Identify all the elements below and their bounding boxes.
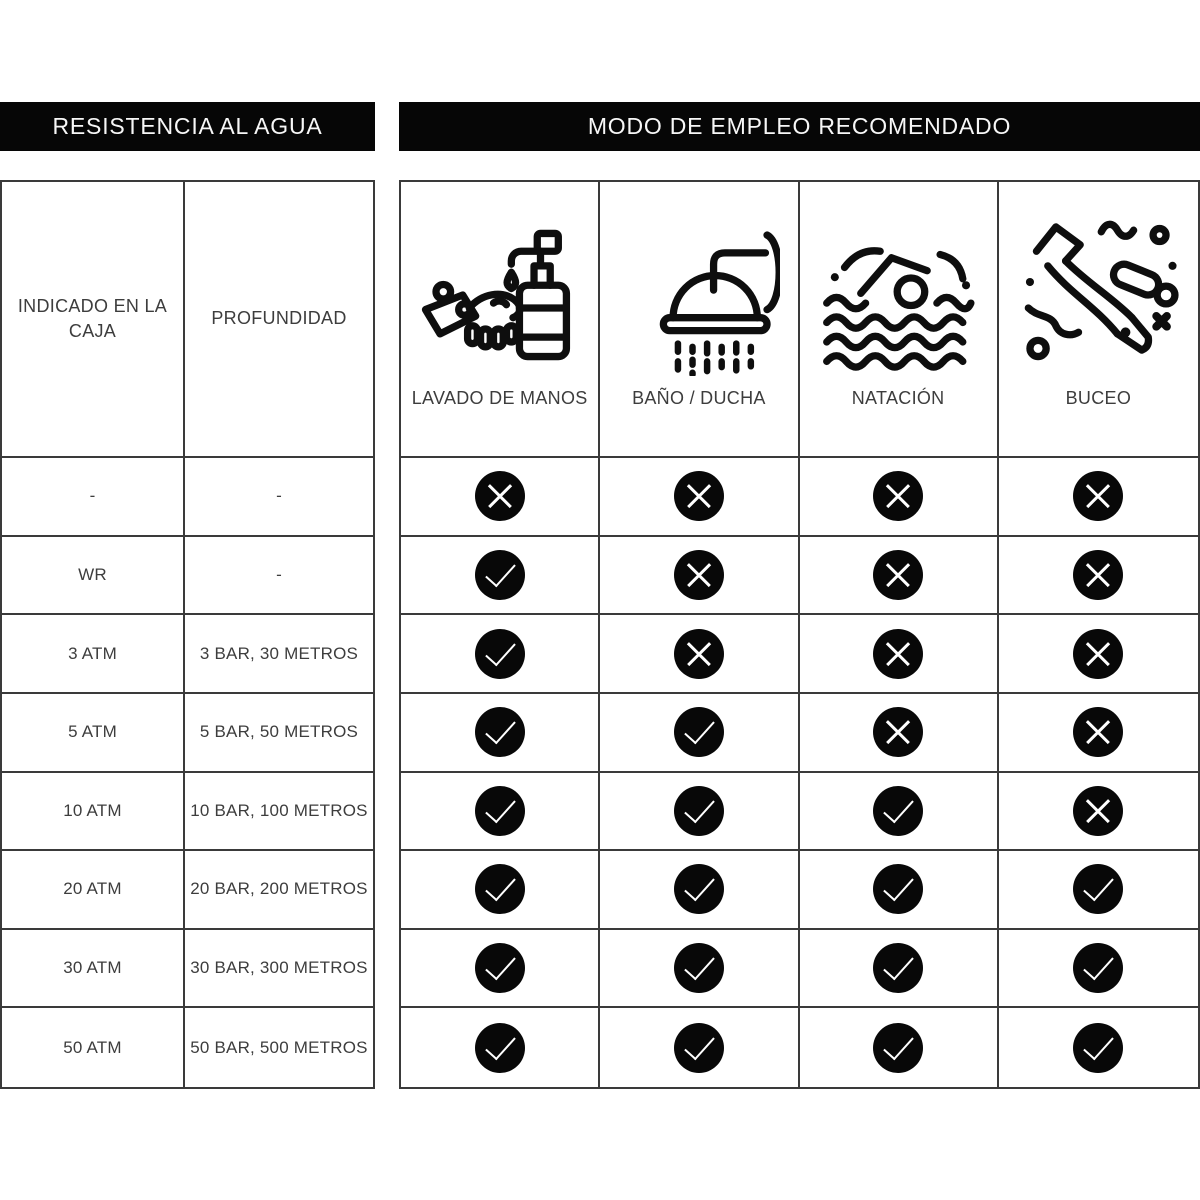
cell-profundidad-row4 (185, 773, 373, 852)
cell-profundidad-row3 (185, 694, 373, 773)
cell-indicado-row0 (2, 458, 185, 537)
cross-mark (674, 629, 724, 679)
activity-header-bano-ducha (600, 182, 799, 458)
check-mark (1073, 864, 1123, 914)
cross-mark (1073, 629, 1123, 679)
check-mark (873, 1023, 923, 1073)
usage-cell (401, 851, 600, 930)
indicado-value: 10 ATM (63, 800, 122, 820)
usage-cell (600, 615, 799, 694)
usage-cell (401, 694, 600, 773)
activity-label: BAÑO / DUCHA (632, 388, 766, 408)
cell-indicado-row3 (2, 694, 185, 773)
usage-cell (800, 694, 999, 773)
activity-label: BUCEO (1065, 388, 1132, 408)
indicado-value: 20 ATM (63, 879, 122, 899)
cell-indicado-row2 (2, 615, 185, 694)
usage-table (399, 180, 1200, 1089)
usage-cell (600, 537, 799, 616)
cross-mark (1073, 471, 1123, 521)
profundidad-value: 10 BAR, 100 METROS (190, 800, 368, 820)
column-header-profundidad (185, 182, 373, 458)
profundidad-value: 5 BAR, 50 METROS (199, 722, 359, 742)
check-mark (475, 707, 525, 757)
profundidad-value: 3 BAR, 30 METROS (199, 643, 359, 663)
activity-header-buceo (999, 182, 1198, 458)
usage-cell (401, 1008, 600, 1087)
check-mark (674, 864, 724, 914)
usage-cell (800, 537, 999, 616)
handwash-icon (419, 214, 581, 376)
diving-icon (1017, 214, 1179, 376)
usage-cell (999, 458, 1198, 537)
activity-label: NATACIÓN (851, 388, 945, 408)
check-mark (674, 943, 724, 993)
cell-indicado-row5 (2, 851, 185, 930)
profundidad-value: - (276, 486, 282, 506)
usage-cell (600, 851, 799, 930)
usage-cell (800, 1008, 999, 1087)
check-mark (475, 629, 525, 679)
cell-indicado-row4 (2, 773, 185, 852)
cell-profundidad-row2 (185, 615, 373, 694)
check-mark (475, 550, 525, 600)
cross-mark (1073, 550, 1123, 600)
usage-cell (999, 851, 1198, 930)
swimming-icon (817, 214, 979, 376)
cross-mark (1073, 707, 1123, 757)
activity-header-natacion (800, 182, 999, 458)
right-section-title: MODO DE EMPLEO RECOMENDADO (587, 113, 1012, 139)
cross-mark (873, 707, 923, 757)
activity-header-lavado-de-manos (401, 182, 600, 458)
cell-indicado-row7 (2, 1008, 185, 1087)
water-resistance-table (0, 180, 375, 1089)
check-mark (1073, 1023, 1123, 1073)
indicado-value: 50 ATM (63, 1037, 122, 1057)
column-header-indicado (2, 182, 185, 458)
column-header-indicado-label: INDICADO EN LA CAJA (17, 295, 168, 341)
indicado-value: 5 ATM (68, 722, 117, 742)
usage-cell (999, 773, 1198, 852)
usage-cell (999, 537, 1198, 616)
check-mark (873, 786, 923, 836)
check-mark (674, 786, 724, 836)
cell-profundidad-row0 (185, 458, 373, 537)
indicado-value: WR (78, 564, 107, 584)
activity-label: LAVADO DE MANOS (411, 388, 588, 408)
usage-cell (999, 930, 1198, 1009)
left-section-title: RESISTENCIA AL AGUA (52, 113, 323, 139)
indicado-value: - (89, 486, 96, 506)
cross-mark (674, 550, 724, 600)
usage-cell (800, 615, 999, 694)
cell-indicado-row6 (2, 930, 185, 1009)
check-mark (475, 943, 525, 993)
right-header-bar (399, 102, 1200, 151)
cross-mark (674, 471, 724, 521)
usage-cell (600, 694, 799, 773)
usage-cell (401, 537, 600, 616)
column-header-profundidad-label: PROFUNDIDAD (211, 308, 347, 329)
check-mark (873, 864, 923, 914)
usage-cell (800, 930, 999, 1009)
usage-cell (600, 458, 799, 537)
check-mark (475, 864, 525, 914)
usage-cell (401, 930, 600, 1009)
usage-cell (600, 930, 799, 1009)
cell-profundidad-row6 (185, 930, 373, 1009)
left-header-bar (0, 102, 375, 151)
check-mark (674, 707, 724, 757)
check-mark (475, 1023, 525, 1073)
cross-mark (873, 629, 923, 679)
usage-cell (800, 458, 999, 537)
shower-icon (618, 214, 780, 376)
indicado-value: 3 ATM (68, 643, 117, 663)
usage-cell (800, 773, 999, 852)
profundidad-value: 50 BAR, 500 METROS (190, 1037, 368, 1057)
cell-indicado-row1 (2, 537, 185, 616)
cell-profundidad-row7 (185, 1008, 373, 1087)
usage-cell (999, 615, 1198, 694)
cross-mark (475, 471, 525, 521)
profundidad-value: 30 BAR, 300 METROS (190, 958, 368, 978)
usage-cell (600, 1008, 799, 1087)
cell-profundidad-row5 (185, 851, 373, 930)
usage-cell (999, 1008, 1198, 1087)
usage-cell (401, 458, 600, 537)
usage-cell (800, 851, 999, 930)
cross-mark (873, 471, 923, 521)
profundidad-value: 20 BAR, 200 METROS (190, 879, 368, 899)
check-mark (674, 1023, 724, 1073)
indicado-value: 30 ATM (63, 958, 122, 978)
usage-cell (401, 615, 600, 694)
cross-mark (1073, 786, 1123, 836)
cell-profundidad-row1 (185, 537, 373, 616)
usage-cell (600, 773, 799, 852)
cross-mark (873, 550, 923, 600)
profundidad-value: - (276, 564, 282, 584)
check-mark (873, 943, 923, 993)
check-mark (475, 786, 525, 836)
usage-cell (999, 694, 1198, 773)
usage-cell (401, 773, 600, 852)
check-mark (1073, 943, 1123, 993)
